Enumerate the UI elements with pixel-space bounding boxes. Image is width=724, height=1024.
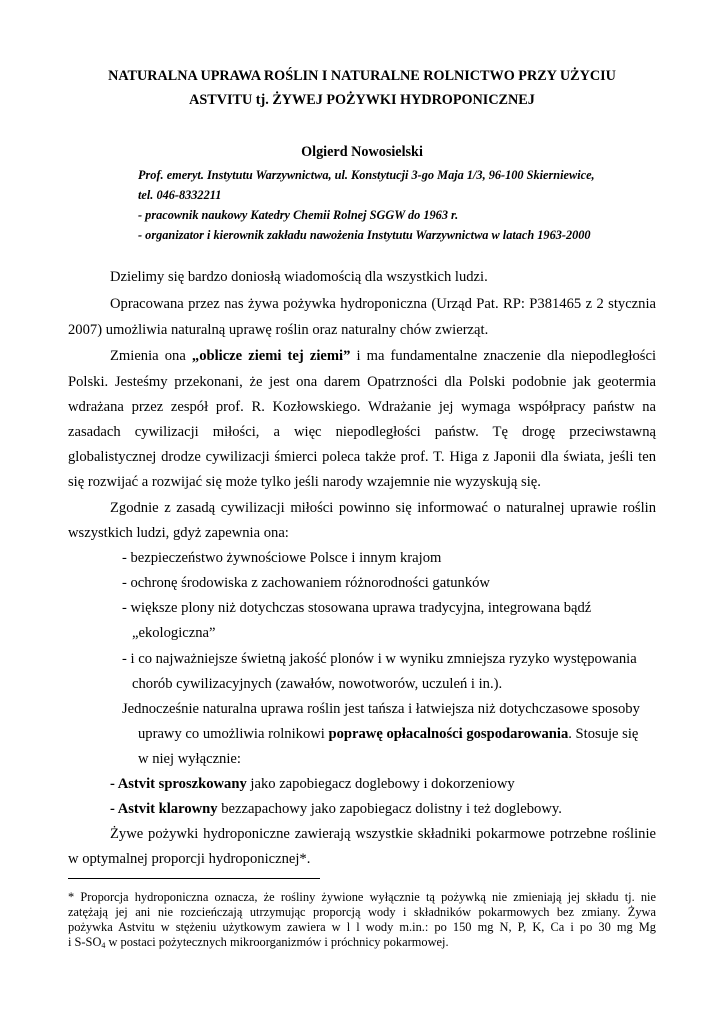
emphasis-text: „oblicze ziemi tej ziemi” [191,348,351,364]
title-line-2: ASTVITU tj. ŻYWEJ POŻYWKI HYDROPONICZNEJ [189,92,535,108]
astvit-name: - Astvit sproszkowany [110,776,247,792]
paragraph-line: Dzielimy się bardzo doniosłą wiadomością dla wszystkich ludzi. [110,269,488,285]
paragraph-line: wszystkich ludzi, gdyż zapewnia ona: [68,525,289,541]
title-line-1: NATURALNA UPRAWA ROŚLIN I NATURALNE ROLNICTWO PRZY UŻYCIU [108,68,616,84]
astvit-name: - Astvit klarowny [110,801,218,817]
paragraph-line: w niej wyłącznie: [138,751,241,767]
footnote-line: zatężają jej ani nie rozcieńczają utrzymując proporcją wody i składników pokarmowych bez zmiany. Żywa [68,905,656,919]
footnote-line: i $S-SO_4$ w postaci pożytecznych mikroorganizmów i próchnicy pokarmowej. [68,935,449,950]
footnote-line: pożywka Astvitu w stężeniu użytkowym zawiera w l l wody m.in.: po 150 mg N, P, K, Ca i po 30 mg Mg [68,920,656,934]
paragraph-line: w optymalnej proporcji hydroponicznej*. [68,851,311,867]
affiliation-line: - organizator i kierownik zakładu nawożenia Instytutu Warzywnictwa w latach 1963-2000 [138,228,591,242]
document-title [60,64,664,112]
list-item: - i co najważniejsze świetną jakość plonów i w wyniku zmniejsza ryzyko występowania [122,651,637,667]
astvit-item: - Astvit klarowny bezzapachowy jako zapobiegacz dolistny i też doglebowy. [110,801,562,817]
list-item: - bezpieczeństwo żywnościowe Polsce i innym krajom [122,550,442,566]
paragraph-line: uprawy co umożliwia rolnikowi poprawę opłacalności gospodarowania. Stosuje się [138,726,639,742]
paragraph-line: zasadach cywilizacji miłości, a więc niepodległości państw. Tę drogę przeciwstawną [68,424,656,440]
paragraph-line: 2007) umożliwia naturalną uprawę roślin oraz naturalny chów zwierząt. [68,322,489,338]
list-item: - większe plony niż dotychczas stosowana uprawa tradycyjna, integrowana bądź [122,600,592,616]
affiliation-line: tel. 046-8332211 [138,188,222,202]
paragraph-line: Zmienia ona „oblicze ziemi tej ziemi” i ma fundamentalne znaczenie dla niepodległości [110,348,656,364]
list-item: - ochronę środowiska z zachowaniem różnorodności gatunków [122,575,490,591]
paragraph-line: globalistycznej drodze cywilizacji śmierci poleca także prof. T. Higa z Japonii dla świata, jeśli ten [68,449,656,465]
emphasis-text: poprawę opłacalności gospodarowania [328,726,569,742]
astvit-item: - Astvit sproszkowany jako zapobiegacz doglebowy i dokorzeniowy [110,776,515,792]
paragraph-line: Polski. Jesteśmy przekonani, że jest ona darem Opatrzności dla Polski podobnie jak geotermia [68,374,656,390]
subscript: 4 [101,941,106,950]
paragraph-line: Żywe pożywki hydroponiczne zawierają wszystkie składniki pokarmowe potrzebne roślinie [110,826,656,842]
list-item-continuation: „ekologiczna” [132,625,216,641]
affiliation-line: Prof. emeryt. Instytutu Warzywnictwa, ul. Konstytucji 3-go Maja 1/3, 96-100 Skierniewice, [138,168,595,182]
paragraph-line: się rozwijać a rozwijać się może tylko jeśli narody wzajemnie nie wyzyskują się. [68,474,541,490]
list-item-continuation: chorób cywilizacyjnych (zawałów, nowotworów, uczuleń i in.). [132,676,503,692]
paragraph-line: wdrażana przez zespół prof. R. Kozłowskiego. Wdrażanie jej wymaga współpracy państw na [68,399,656,415]
footnote-separator [68,878,320,879]
footnote-line: * Proporcja hydroponiczna oznacza, że rośliny żywione wyłącznie tą pożywką nie zmieniają jej składu tj. nie [68,890,656,904]
paragraph-line: Zgodnie z zasadą cywilizacji miłości powinno się informować o naturalnej uprawie roślin [110,500,656,516]
affiliation-line: - pracownik naukowy Katedry Chemii Rolnej SGGW do 1963 r. [138,208,459,222]
author-name: Olgierd Nowosielski [301,144,423,160]
paragraph-line: Jednocześnie naturalna uprawa roślin jest tańsza i łatwiejsza niż dotychczasowe sposoby [122,701,640,717]
paragraph-line: Opracowana przez nas żywa pożywka hydroponiczna (Urząd Pat. RP: P381465 z 2 stycznia [110,296,656,312]
